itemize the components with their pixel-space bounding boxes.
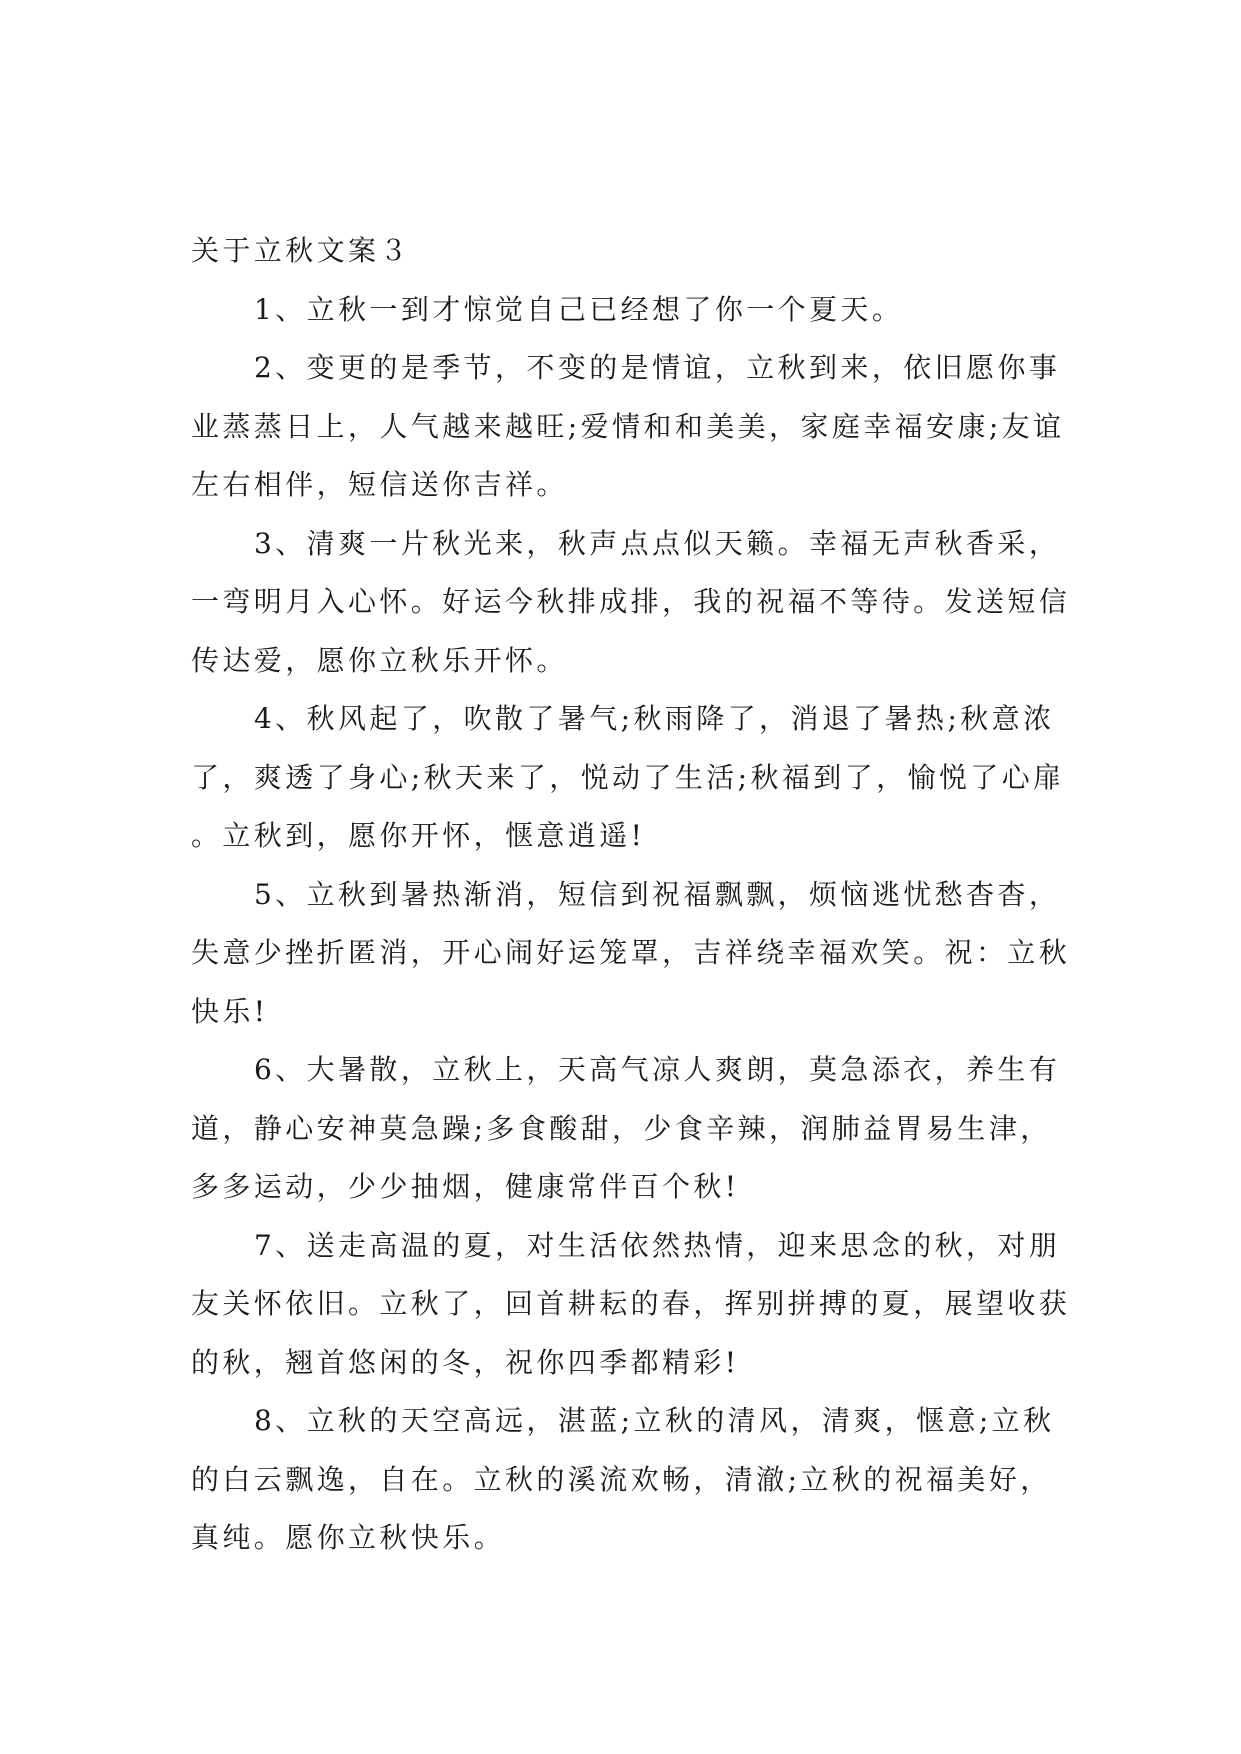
document-title: 关于立秋文案３ xyxy=(191,234,411,267)
paragraph-1: 1、立秋一到才惊觉自己已经想了你一个夏天。 xyxy=(254,292,904,326)
paragraph-3: 3、清爽一片秋光来，秋声点点似天籁。幸福无声秋香采，一弯明月入心怀。好运今秋排成排，我的祝福不等待。发送短信传达爱，愿你立秋乐开怀。 xyxy=(191,526,1071,677)
document-body xyxy=(191,222,1071,1568)
paragraph-4: 4、秋风起了，吹散了暑气;秋雨降了，消退了暑热;秋意浓了，爽透了身心;秋天来了，悦动了生活;秋福到了，愉悦了心扉。立秋到，愿你开怀，惬意逍遥! xyxy=(191,702,1065,852)
paragraph-5: 5、立秋到暑热渐消，短信到祝福飘飘，烦恼逃忧愁杳杳，失意少挫折匿消，开心闹好运笼罩，吉祥绕幸福欢笑。祝：立秋快乐! xyxy=(191,877,1071,1028)
paragraph-8: 8、立秋的天空高远，湛蓝;立秋的清风，清爽，惬意;立秋的白云飘逸，自在。立秋的溪流欢畅，清澈;立秋的祝福美好，真纯。愿你立秋快乐。 xyxy=(191,1404,1055,1554)
paragraph-2: 2、变更的是季节，不变的是情谊，立秋到来，依旧愿你事业蒸蒸日上，人气越来越旺;爱情和和美美，家庭幸福安康;友谊左右相伴，短信送你吉祥。 xyxy=(191,351,1065,501)
paragraph-6: 6、大暑散，立秋上，天高气凉人爽朗，莫急添衣，养生有道，静心安神莫急躁;多食酸甜，少食辛辣，润肺益胃易生津，多多运动，少少抽烟，健康常伴百个秋! xyxy=(191,1053,1061,1203)
paragraph-7: 7、送走高温的夏，对生活依然热情，迎来思念的秋，对朋友关怀依旧。立秋了，回首耕耘的春，挥别拼搏的夏，展望收获的秋，翘首悠闲的冬，祝你四季都精彩! xyxy=(191,1228,1071,1379)
